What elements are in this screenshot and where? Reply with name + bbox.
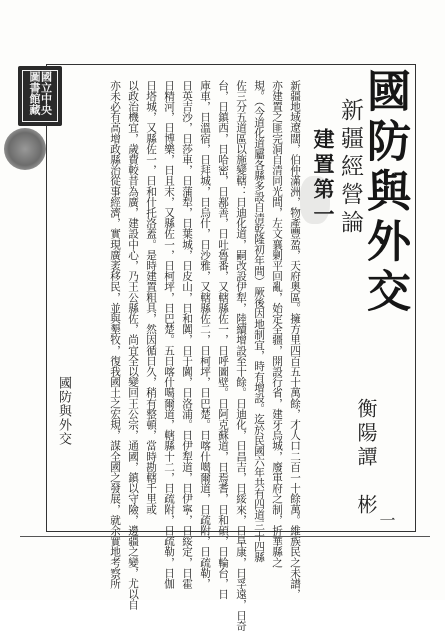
body-column-9: 日塔城，又縣佐一，日和什托洛蓋。是時建置粗具，然因循日久，稍有整頓，當時勘轄千里或 xyxy=(145,80,157,515)
author-byline: 衡陽譚 彬 xyxy=(354,398,378,518)
body-column-2: 亦建置之匪完洞自清同光間，左文襄剿平回亂，始定全疆，開設行省，建牙烏城，廢軍府之制，折華縣之 xyxy=(271,80,283,568)
margin-label: 國防與外交 xyxy=(56,376,71,446)
body-column-1: 新疆地域遼闊，伯仲滿洲，物產豐盈，天府奧區。擁方里四百五十萬餘，才人口二百一十餘萬。維族民之未譜， xyxy=(289,80,301,600)
body-column-4: 佐三分五道區以施變轄：日迪化道，嗣改設伊犁，陸續增設至十餘。日迪化，日昌吉，日綏來，日阜康，日孚遠，日奇 xyxy=(235,80,247,631)
body-column-8: 日精河，日博樂，日且末，又縣佐一，日柯坪，日巴楚。五日喀什噶爾道，轄縣十二，日疏附，日疏勒，日伽 xyxy=(163,80,175,589)
page-number: 一 xyxy=(377,512,396,528)
paper-stain xyxy=(300,176,330,224)
library-seal xyxy=(18,66,62,126)
body-column-7: 日英吉沙，日莎車，日蒲犁，日葉城，日皮山，日和闐，日于闐，日洛浦。日伊犁道，日伊寧，日綏定，日霍 xyxy=(181,80,193,589)
body-column-10: 以政治機宜，歲費較昔為廣，建設中心，乃王公縣佐，尚宜全以變回王公宗，通國，鎮以守險，邊疆之變，尤以自 xyxy=(127,80,139,610)
library-seal-text: 國立中央圖書館藏 xyxy=(22,70,58,122)
round-seal xyxy=(4,128,46,170)
bottom-rule xyxy=(20,536,430,537)
body-column-6: 庫車，日溫宿，日拜城，日烏什，日沙雅，又轄縣佐二，日柯坪，日巴楚。日喀什噶爾道，日疏附，日疏勒， xyxy=(199,80,211,589)
body-column-3: 規。（今道化道屬各縣多設自清乾隆初年間）厥後因地制宜，時有增設。迄於民國六年共有四道三十四縣 xyxy=(253,80,265,563)
body-column-5: 台，日鎮西，日哈密，日鄯善，日吐魯番，又轄縣佐一，日呼圖壁。日阿克蘇道，日焉耆，日和碩，日輪台，日 xyxy=(217,80,229,600)
magazine-title: 國防與外交 xyxy=(359,68,410,318)
body-column-11: 亦未必有高增政縣治從事經濟，實現廣袤移民，並與墾牧，復我國土之宏規，謀全國之發展，就余實地考察所 xyxy=(109,80,121,589)
article-title: 新疆經營論 xyxy=(337,98,363,238)
section-heading: 建置第一 xyxy=(311,128,336,228)
